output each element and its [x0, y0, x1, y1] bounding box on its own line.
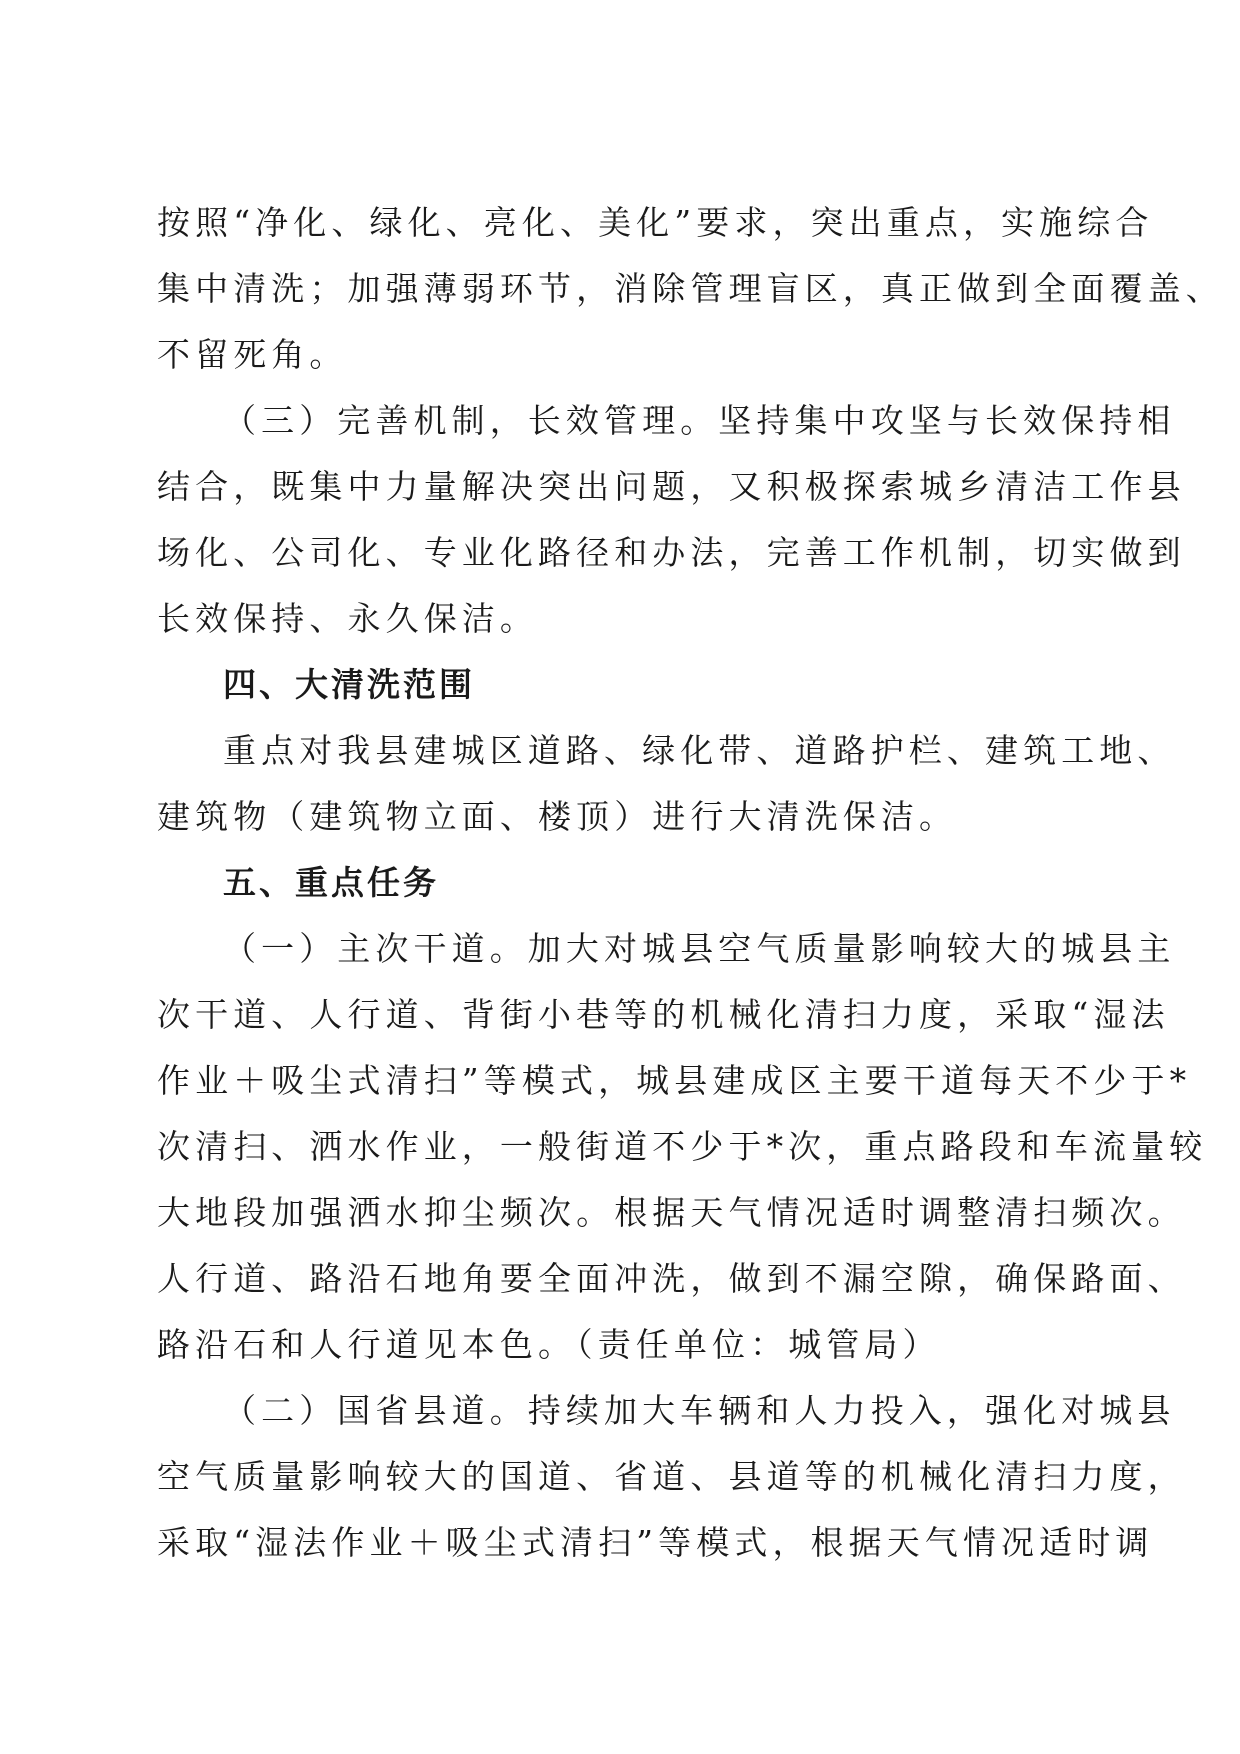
document-body	[157, 190, 1224, 1576]
body-line: 路沿石和人行道见本色。（责任单位：城管局）	[157, 1325, 941, 1364]
paragraph-start-line: 重点对我县建城区道路、绿化带、道路护栏、建筑工地、	[223, 731, 1176, 770]
section-heading: 五、重点任务	[223, 863, 439, 902]
section-heading: 四、大清洗范围	[223, 665, 475, 704]
body-line: 建筑物（建筑物立面、楼顶）进行大清洗保洁。	[157, 797, 958, 836]
body-line: 次干道、人行道、背街小巷等的机械化清扫力度，采取“湿法	[157, 995, 1170, 1034]
paragraph-start-line: （二）国省县道。持续加大车辆和人力投入，强化对城县	[223, 1391, 1176, 1430]
body-line: 人行道、路沿石地角要全面冲洗，做到不漏空隙，确保路面、	[157, 1259, 1186, 1298]
paragraph-start-line: （三）完善机制，长效管理。坚持集中攻坚与长效保持相	[223, 401, 1176, 440]
body-line: 集中清洗；加强薄弱环节，消除管理盲区，真正做到全面覆盖、	[157, 269, 1224, 308]
body-line: 次清扫、洒水作业，一般街道不少于*次，重点路段和车流量较	[157, 1127, 1208, 1166]
body-line: 长效保持、永久保洁。	[157, 599, 538, 638]
body-line: 作业＋吸尘式清扫”等模式，城县建成区主要干道每天不少于*	[157, 1061, 1192, 1100]
body-line: 大地段加强洒水抑尘频次。根据天气情况适时调整清扫频次。	[157, 1193, 1186, 1232]
body-line: 采取“湿法作业＋吸尘式清扫”等模式，根据天气情况适时调	[157, 1523, 1154, 1562]
body-line: 不留死角。	[157, 335, 348, 374]
body-line: 场化、公司化、专业化路径和办法，完善工作机制，切实做到	[157, 533, 1186, 572]
body-line: 结合，既集中力量解决突出问题，又积极探索城乡清洁工作县	[157, 467, 1186, 506]
body-line: 空气质量影响较大的国道、省道、县道等的机械化清扫力度，	[157, 1457, 1186, 1496]
paragraph-start-line: （一）主次干道。加大对城县空气质量影响较大的城县主	[223, 929, 1176, 968]
body-line: 按照“净化、绿化、亮化、美化”要求，突出重点，实施综合	[157, 203, 1154, 242]
